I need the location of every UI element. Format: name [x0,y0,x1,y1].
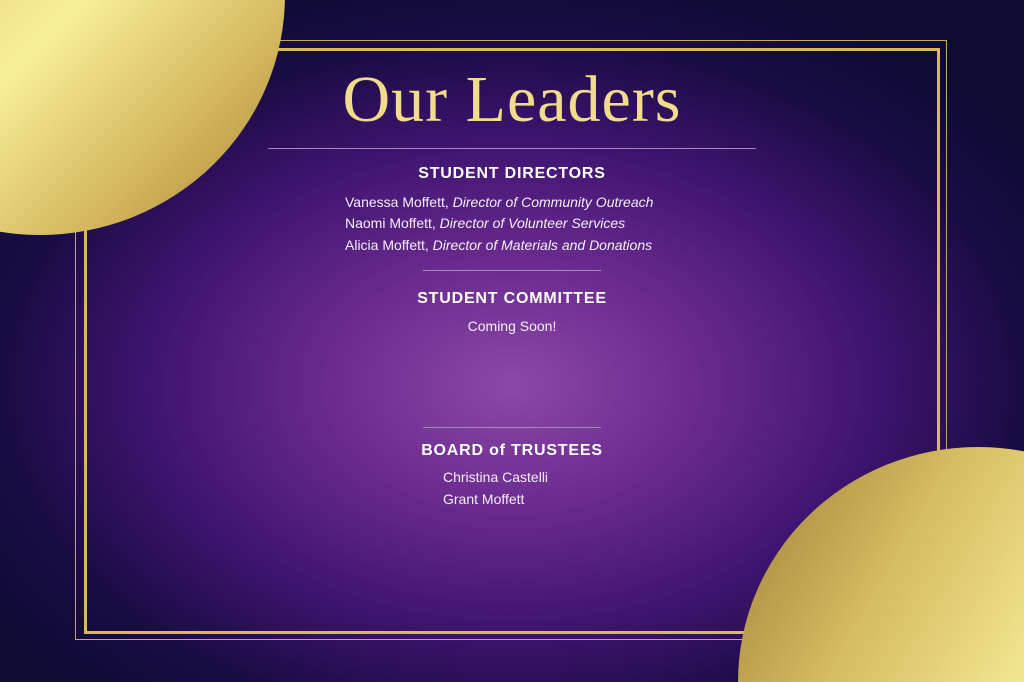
page-title: Our Leaders [342,63,682,136]
committee-status-text: Coming Soon! [467,318,557,334]
director-name: Vanessa Moffett, [345,194,449,210]
trustee-name: Grant Moffett [443,491,525,507]
board-of-trustees-heading: BOARD of TRUSTEES [421,442,603,459]
director-role: Director of Materials and Donations [432,237,653,253]
director-name: Alicia Moffett, [345,237,429,253]
student-directors-heading: STUDENT DIRECTORS [418,165,606,182]
director-role: Director of Community Outreach [452,194,654,210]
director-line [345,237,652,253]
section-divider [423,427,601,428]
director-line [345,194,653,210]
title-divider [268,148,756,149]
director-line [345,215,625,231]
trustee-name: Christina Castelli [443,469,549,485]
section-divider [423,270,601,271]
director-role: Director of Volunteer Services [439,215,626,231]
director-name: Naomi Moffett, [345,215,436,231]
student-committee-heading: STUDENT COMMITTEE [417,290,607,307]
